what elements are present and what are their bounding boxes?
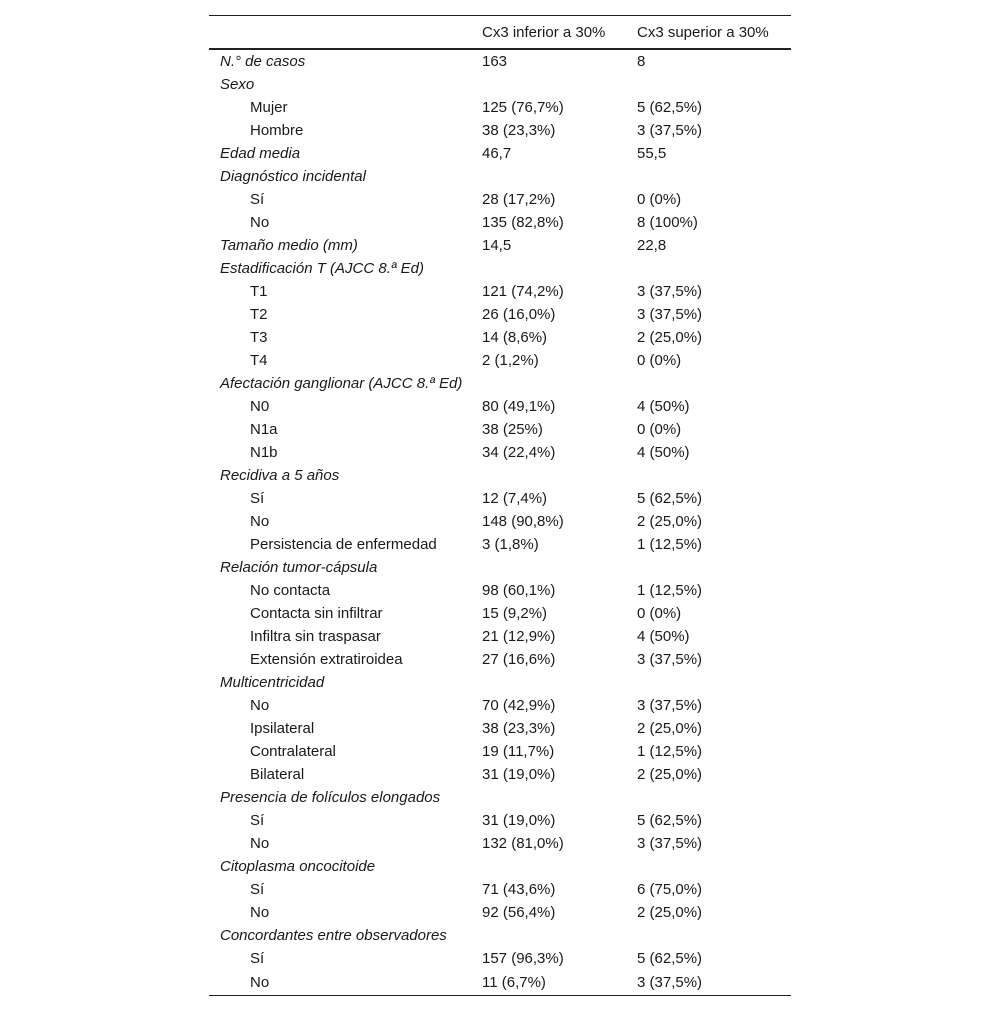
table-row: [209, 395, 791, 418]
value-cx3-below-30: 31 (19,0%): [482, 766, 556, 783]
subcategory-label: No: [250, 513, 270, 530]
value-cx3-below-30: [482, 73, 637, 96]
value-cx3-above-30: [637, 73, 791, 96]
value-cx3-above-30: 4 (50%): [637, 398, 690, 415]
subcategory-label: No: [250, 974, 270, 991]
value-cx3-above-30: 55,5: [637, 145, 667, 162]
table-row: [209, 326, 791, 349]
row-label: [209, 73, 482, 96]
value-cx3-below-30: 28 (17,2%): [482, 191, 556, 208]
subcategory-label: N0: [250, 398, 270, 415]
row-label: [209, 671, 482, 694]
value-cx3-above-30: 8: [637, 53, 646, 70]
table-row: [209, 878, 791, 901]
table-row: [209, 763, 791, 786]
value-cx3-above-30: 4 (50%): [637, 628, 690, 645]
table-row: [209, 441, 791, 464]
table-row: [209, 303, 791, 326]
value-cx3-below-30: 148 (90,8%): [482, 513, 564, 530]
column-header-label: [209, 16, 482, 50]
table-body: [209, 49, 791, 996]
row-label: [209, 49, 482, 73]
value-cx3-above-30: [637, 924, 791, 947]
value-cx3-below-30: 46,7: [482, 145, 512, 162]
row-label: [209, 395, 482, 418]
subcategory-label: T3: [250, 329, 268, 346]
value-cx3-above-30: 4 (50%): [637, 444, 690, 461]
table-row: [209, 602, 791, 625]
row-label: [209, 280, 482, 303]
subcategory-label: Infiltra sin traspasar: [250, 628, 381, 645]
value-cx3-below-30: 34 (22,4%): [482, 444, 556, 461]
subcategory-label: No contacta: [250, 582, 331, 599]
value-cx3-below-30: 157 (96,3%): [482, 950, 564, 967]
table-row: [209, 970, 791, 996]
section-heading: Edad media: [220, 145, 301, 162]
row-label: [209, 349, 482, 372]
subcategory-label: Sí: [250, 950, 265, 967]
value-cx3-below-30: 98 (60,1%): [482, 582, 556, 599]
table-row: [209, 786, 791, 809]
table-row: [209, 464, 791, 487]
row-label: [209, 418, 482, 441]
subcategory-label: Ipsilateral: [250, 720, 315, 737]
column-header-cx3-below-30: Cx3 inferior a 30%: [482, 16, 637, 50]
table-row: [209, 947, 791, 970]
table-row: [209, 349, 791, 372]
row-label: [209, 970, 482, 996]
value-cx3-below-30: 2 (1,2%): [482, 352, 539, 369]
subcategory-label: No: [250, 904, 270, 921]
value-cx3-below-30: 135 (82,8%): [482, 214, 564, 231]
value-cx3-above-30: 2 (25,0%): [637, 513, 703, 530]
row-label: [209, 763, 482, 786]
row-label: [209, 372, 482, 395]
value-cx3-above-30: [637, 671, 791, 694]
section-heading: Presencia de folículos elongados: [220, 789, 441, 806]
table-row: [209, 740, 791, 763]
value-cx3-below-30: [482, 924, 637, 947]
value-cx3-above-30: 3 (37,5%): [637, 697, 703, 714]
row-label: [209, 533, 482, 556]
table-row: [209, 625, 791, 648]
value-cx3-above-30: 22,8: [637, 237, 667, 254]
value-cx3-below-30: 14,5: [482, 237, 512, 254]
table-row: [209, 901, 791, 924]
value-cx3-above-30: 6 (75,0%): [637, 881, 703, 898]
subcategory-label: Persistencia de enfermedad: [250, 536, 437, 553]
value-cx3-above-30: 0 (0%): [637, 421, 682, 438]
value-cx3-below-30: 3 (1,8%): [482, 536, 539, 553]
section-heading: Recidiva a 5 años: [220, 467, 340, 484]
subcategory-label: T2: [250, 306, 268, 323]
row-label: [209, 119, 482, 142]
table-row: [209, 234, 791, 257]
value-cx3-above-30: 2 (25,0%): [637, 766, 703, 783]
subcategory-label: Sí: [250, 881, 265, 898]
table-row: [209, 694, 791, 717]
row-label: [209, 878, 482, 901]
row-label: [209, 326, 482, 349]
section-heading: Sexo: [220, 76, 255, 93]
value-cx3-above-30: [637, 372, 791, 395]
subcategory-label: Sí: [250, 490, 265, 507]
row-label: [209, 234, 482, 257]
subcategory-label: No: [250, 214, 270, 231]
value-cx3-above-30: [637, 464, 791, 487]
section-heading: Afectación ganglionar (AJCC 8.ª Ed): [220, 375, 463, 392]
table-row: [209, 510, 791, 533]
subcategory-label: Contacta sin infiltrar: [250, 605, 383, 622]
value-cx3-above-30: 0 (0%): [637, 352, 682, 369]
row-label: [209, 96, 482, 119]
value-cx3-below-30: 15 (9,2%): [482, 605, 548, 622]
row-label: [209, 556, 482, 579]
value-cx3-below-30: 132 (81,0%): [482, 835, 564, 852]
table-row: [209, 418, 791, 441]
subcategory-label: T4: [250, 352, 268, 369]
value-cx3-below-30: 12 (7,4%): [482, 490, 548, 507]
value-cx3-above-30: [637, 786, 791, 809]
table-row: [209, 257, 791, 280]
value-cx3-above-30: 0 (0%): [637, 605, 682, 622]
value-cx3-below-30: [482, 165, 637, 188]
subcategory-label: N1a: [250, 421, 278, 438]
row-label: [209, 142, 482, 165]
row-label: [209, 303, 482, 326]
row-label: [209, 464, 482, 487]
table-row: [209, 855, 791, 878]
row-label: [209, 257, 482, 280]
table-row: [209, 188, 791, 211]
value-cx3-below-30: 27 (16,6%): [482, 651, 556, 668]
subcategory-label: Contralateral: [250, 743, 336, 760]
section-heading: Concordantes entre observadores: [220, 927, 447, 944]
value-cx3-above-30: 3 (37,5%): [637, 651, 703, 668]
section-heading: Relación tumor-cápsula: [220, 559, 378, 576]
table-row: [209, 533, 791, 556]
table-row: [209, 372, 791, 395]
value-cx3-below-30: 21 (12,9%): [482, 628, 556, 645]
subcategory-label: Sí: [250, 191, 265, 208]
table-row: [209, 280, 791, 303]
value-cx3-below-30: 26 (16,0%): [482, 306, 556, 323]
row-label: [209, 924, 482, 947]
row-label: [209, 602, 482, 625]
row-label: [209, 188, 482, 211]
row-label: [209, 441, 482, 464]
table-row: [209, 671, 791, 694]
value-cx3-above-30: 5 (62,5%): [637, 812, 703, 829]
subcategory-label: Extensión extratiroidea: [250, 651, 403, 668]
row-label: [209, 832, 482, 855]
table-row: [209, 211, 791, 234]
row-label: [209, 694, 482, 717]
section-heading: N.° de casos: [220, 53, 306, 70]
row-label: [209, 625, 482, 648]
row-label: [209, 487, 482, 510]
table-row: [209, 717, 791, 740]
row-label: [209, 648, 482, 671]
section-heading: Citoplasma oncocitoide: [220, 858, 376, 875]
row-label: [209, 809, 482, 832]
header-row: [209, 16, 791, 50]
value-cx3-below-30: 71 (43,6%): [482, 881, 556, 898]
section-heading: Diagnóstico incidental: [220, 168, 366, 185]
row-label: [209, 786, 482, 809]
value-cx3-below-30: 38 (25%): [482, 421, 543, 438]
table-row: [209, 648, 791, 671]
value-cx3-below-30: 19 (11,7%): [482, 743, 555, 760]
value-cx3-above-30: 5 (62,5%): [637, 950, 703, 967]
value-cx3-above-30: 5 (62,5%): [637, 490, 703, 507]
row-label: [209, 855, 482, 878]
subcategory-label: Bilateral: [250, 766, 305, 783]
value-cx3-above-30: 2 (25,0%): [637, 720, 703, 737]
column-header-cx3-above-30: Cx3 superior a 30%: [637, 16, 791, 50]
table-row: [209, 556, 791, 579]
value-cx3-above-30: 0 (0%): [637, 191, 682, 208]
value-cx3-below-30: 70 (42,9%): [482, 697, 556, 714]
value-cx3-below-30: [482, 257, 637, 280]
row-label: [209, 947, 482, 970]
value-cx3-below-30: 38 (23,3%): [482, 720, 556, 737]
value-cx3-above-30: 1 (12,5%): [637, 536, 703, 553]
value-cx3-below-30: 163: [482, 53, 508, 70]
value-cx3-above-30: 3 (37,5%): [637, 283, 703, 300]
section-heading: Estadificación T (AJCC 8.ª Ed): [220, 260, 424, 277]
value-cx3-below-30: 31 (19,0%): [482, 812, 556, 829]
subcategory-label: T1: [250, 283, 268, 300]
value-cx3-above-30: 5 (62,5%): [637, 99, 703, 116]
table-row: [209, 96, 791, 119]
subcategory-label: Mujer: [250, 99, 288, 116]
subcategory-label: No: [250, 835, 270, 852]
value-cx3-above-30: [637, 165, 791, 188]
value-cx3-below-30: 11 (6,7%): [482, 970, 637, 996]
value-cx3-below-30: 125 (76,7%): [482, 99, 564, 116]
row-label: [209, 510, 482, 533]
value-cx3-below-30: 121 (74,2%): [482, 283, 564, 300]
subcategory-label: Hombre: [250, 122, 304, 139]
table-row: [209, 809, 791, 832]
value-cx3-above-30: 1 (12,5%): [637, 582, 703, 599]
row-label: [209, 717, 482, 740]
row-label: [209, 901, 482, 924]
table-row: [209, 142, 791, 165]
value-cx3-above-30: 1 (12,5%): [637, 743, 703, 760]
table-row: [209, 119, 791, 142]
value-cx3-above-30: 3 (37,5%): [637, 122, 703, 139]
value-cx3-above-30: 3 (37,5%): [637, 835, 703, 852]
value-cx3-above-30: [637, 855, 791, 878]
subcategory-label: N1b: [250, 444, 278, 461]
value-cx3-above-30: 2 (25,0%): [637, 329, 703, 346]
row-label: [209, 211, 482, 234]
value-cx3-above-30: [637, 257, 791, 280]
section-heading: Tamaño medio (mm): [220, 237, 358, 254]
value-cx3-below-30: 14 (8,6%): [482, 329, 548, 346]
value-cx3-below-30: 80 (49,1%): [482, 398, 556, 415]
value-cx3-above-30: 3 (37,5%): [637, 306, 703, 323]
section-heading: Multicentricidad: [220, 674, 325, 691]
table-row: [209, 73, 791, 96]
value-cx3-below-30: [482, 556, 637, 579]
value-cx3-below-30: [482, 786, 637, 809]
value-cx3-below-30: [482, 464, 637, 487]
table-row: [209, 832, 791, 855]
table-row: [209, 165, 791, 188]
table-row: [209, 487, 791, 510]
table-row: [209, 49, 791, 73]
value-cx3-above-30: 8 (100%): [637, 214, 698, 231]
value-cx3-above-30: 3 (37,5%): [637, 970, 791, 996]
value-cx3-below-30: [482, 855, 637, 878]
value-cx3-below-30: 92 (56,4%): [482, 904, 556, 921]
value-cx3-above-30: 2 (25,0%): [637, 904, 703, 921]
row-label: [209, 740, 482, 763]
subcategory-label: Sí: [250, 812, 265, 829]
value-cx3-below-30: [482, 671, 637, 694]
table-row: [209, 579, 791, 602]
table-row: [209, 924, 791, 947]
row-label: [209, 165, 482, 188]
value-cx3-below-30: [482, 372, 637, 395]
data-table: [209, 15, 791, 996]
subcategory-label: No: [250, 697, 270, 714]
row-label: [209, 579, 482, 602]
value-cx3-below-30: 38 (23,3%): [482, 122, 556, 139]
value-cx3-above-30: [637, 556, 791, 579]
